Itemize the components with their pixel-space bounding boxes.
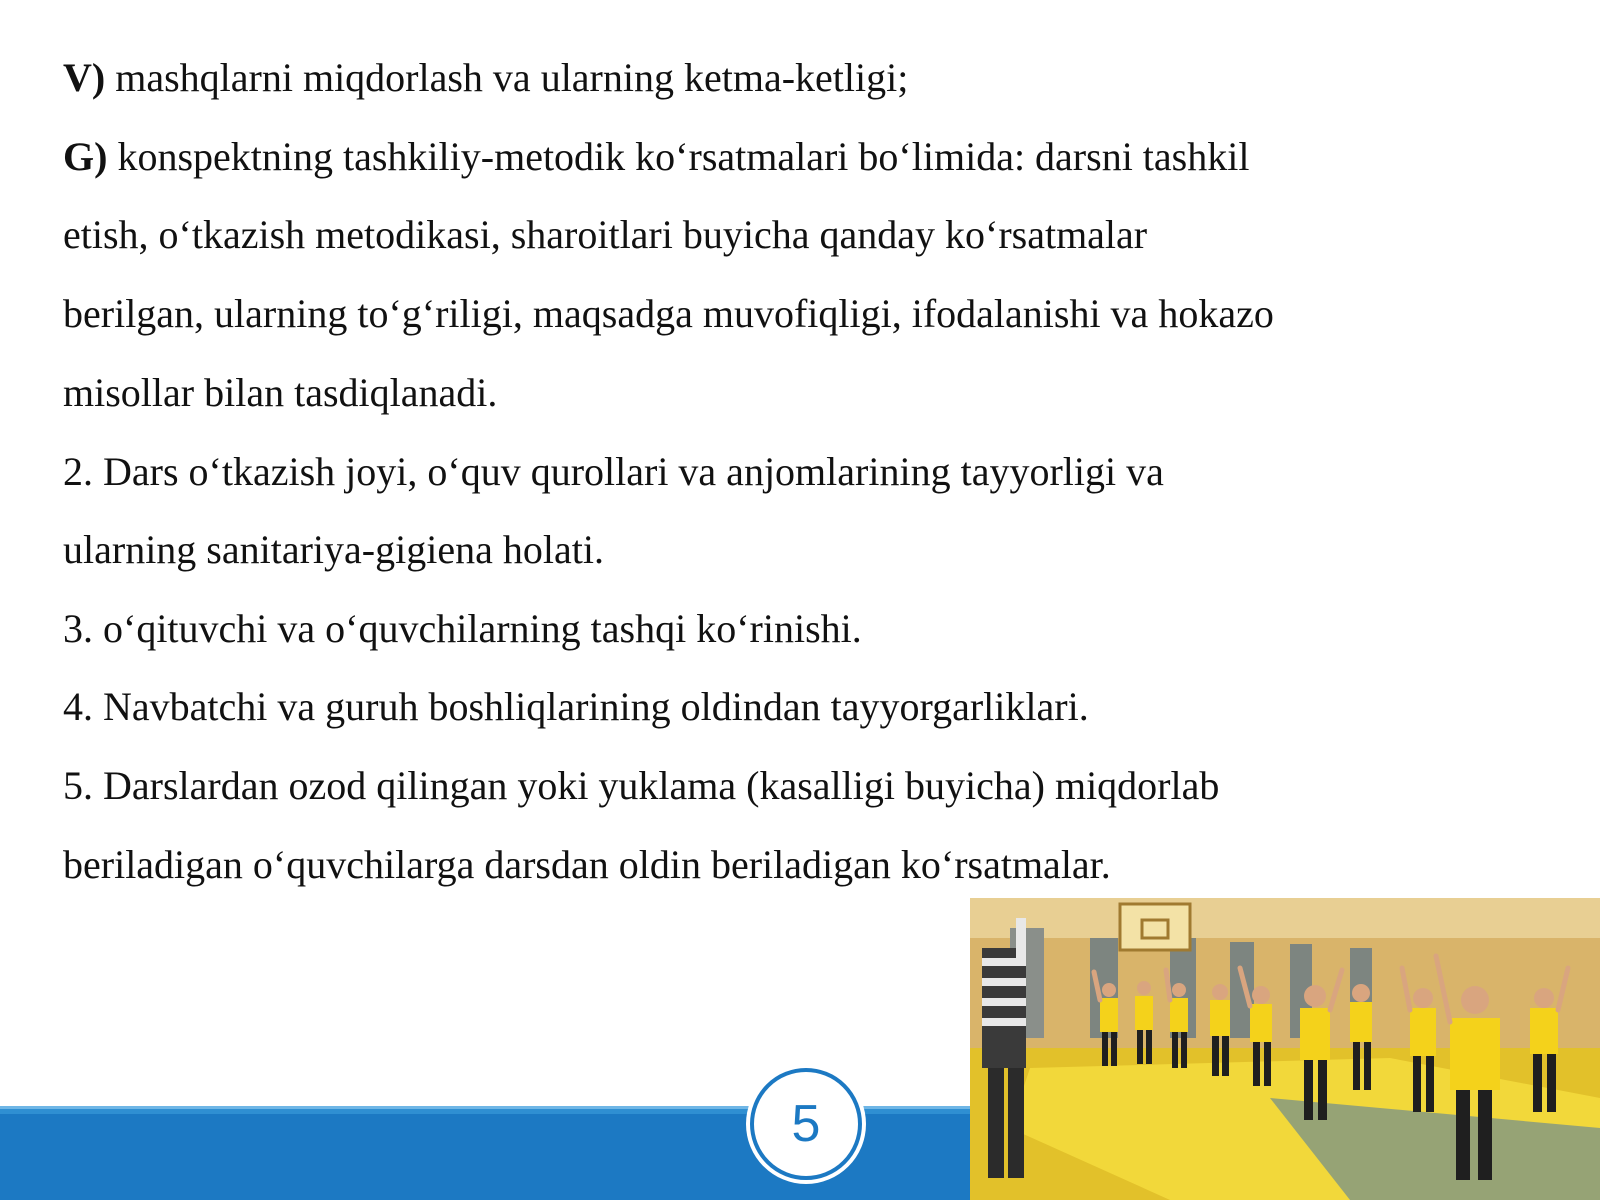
text-line: [63, 370, 498, 415]
text-line-item-2: [63, 449, 1164, 494]
text-line: [63, 291, 1274, 336]
text-line-item-5: [63, 763, 1220, 808]
text-line: [63, 842, 1111, 887]
line-text: 2. Dars o‘tkazish joyi, o‘quv qurollari va anjomlarining tayyorligi va: [63, 449, 1164, 494]
line-text: misollar bilan tasdiqlanadi.: [63, 370, 498, 415]
line-text: beriladigan o‘quvchilarga darsdan oldin beriladigan ko‘rsatmalar.: [63, 842, 1111, 887]
text-line-item-3: [63, 606, 862, 651]
page-number: 5: [791, 1095, 821, 1153]
line-text: 3. o‘qituvchi va o‘quvchilarning tashqi ko‘rinishi.: [63, 606, 862, 651]
line-text: mashqlarni miqdorlash va ularning ketma-ketligi;: [105, 55, 909, 100]
text-line: [63, 527, 604, 572]
item-marker: G): [63, 134, 108, 179]
line-text: 5. Darslardan ozod qilingan yoki yuklama (kasalligi buyicha) miqdorlab: [63, 763, 1220, 808]
gym-class-photo: [970, 898, 1600, 1200]
line-text: 4. Navbatchi va guruh boshliqlarining oldindan tayyorgarliklari.: [63, 684, 1089, 729]
text-line: [63, 212, 1148, 257]
text-line-g: [63, 134, 1250, 179]
page-number-badge: [750, 1068, 862, 1180]
gym-class-photo-icon: [970, 898, 1600, 1200]
line-text: etish, o‘tkazish metodikasi, sharoitlari buyicha qanday ko‘rsatmalar: [63, 212, 1148, 257]
line-text: berilgan, ularning to‘g‘riligi, maqsadga muvofiqligi, ifodalanishi va hokazo: [63, 291, 1274, 336]
line-text: ularning sanitariya-gigiena holati.: [63, 527, 604, 572]
text-line-item-4: [63, 684, 1089, 729]
text-line-v: [63, 55, 909, 100]
line-text: konspektning tashkiliy-metodik ko‘rsatmalari bo‘limida: darsni tashkil: [107, 134, 1250, 179]
item-marker: V): [63, 55, 106, 100]
